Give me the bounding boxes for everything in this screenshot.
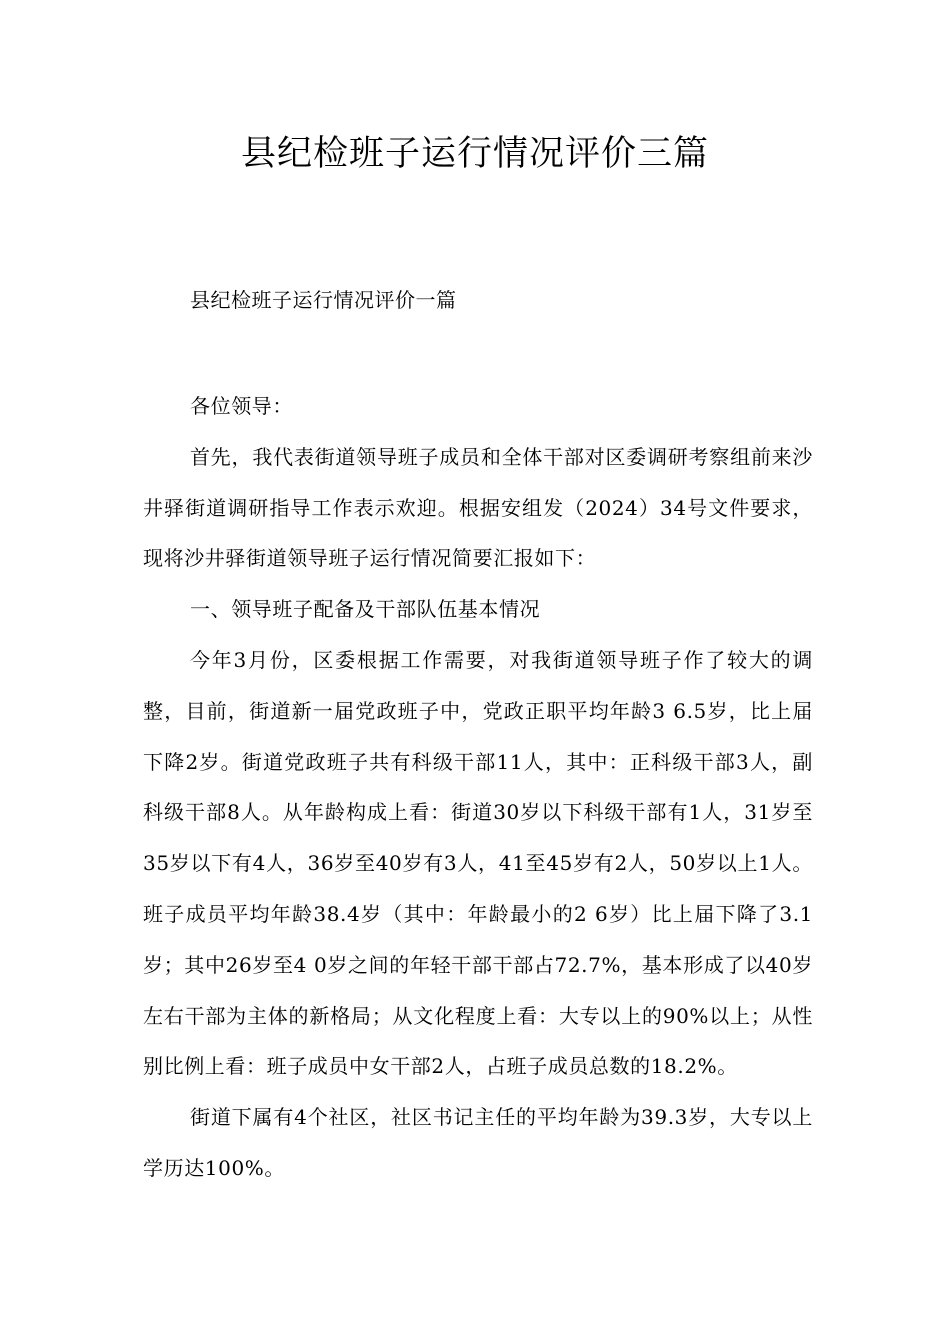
- cadre-statistics-paragraph: 今年3月份，区委根据工作需要，对我街道领导班子作了较大的调整，目前，街道新一届党政班子中，党政正职平均年龄3 6.5岁，比上届下降2岁。街道党政班子共有科级干部11人，其中：正科级干部3人，副科级干部8人。从年龄构成上看：街道30岁以下科级干部有1人，31岁至35岁以下有4人，36岁至40岁有3人，41至45岁有2人，50岁以上1人。班子成员平均年龄38.4岁（其中：年龄最小的2 6岁）比上届下降了3.1岁；其中26岁至4 0岁之间的年轻干部干部占72.7%，基本形成了以40岁左右干部为主体的新格局；从文化程度上看：大专以上的90%以上；从性别比例上看：班子成员中女干部2人，占班子成员总数的18.2%。: [143, 647, 813, 1079]
- community-paragraph: 街道下属有4个社区，社区书记主任的平均年龄为39.3岁，大专以上学历达100%。: [143, 1105, 813, 1180]
- document-subtitle: 县纪检班子运行情况评价一篇: [190, 288, 457, 312]
- greeting-paragraph: 各位领导：: [190, 394, 293, 418]
- intro-paragraph: 首先，我代表街道领导班子成员和全体干部对区委调研考察组前来沙井驿街道调研指导工作表示欢迎。根据安组发（2024）34号文件要求，现将沙井驿街道领导班子运行情况简要汇报如下：: [143, 444, 813, 571]
- document-body: [143, 381, 813, 1194]
- document-title: 县纪检班子运行情况评价三篇: [240, 134, 709, 174]
- section-heading: 一、领导班子配备及干部队伍基本情况: [190, 597, 541, 622]
